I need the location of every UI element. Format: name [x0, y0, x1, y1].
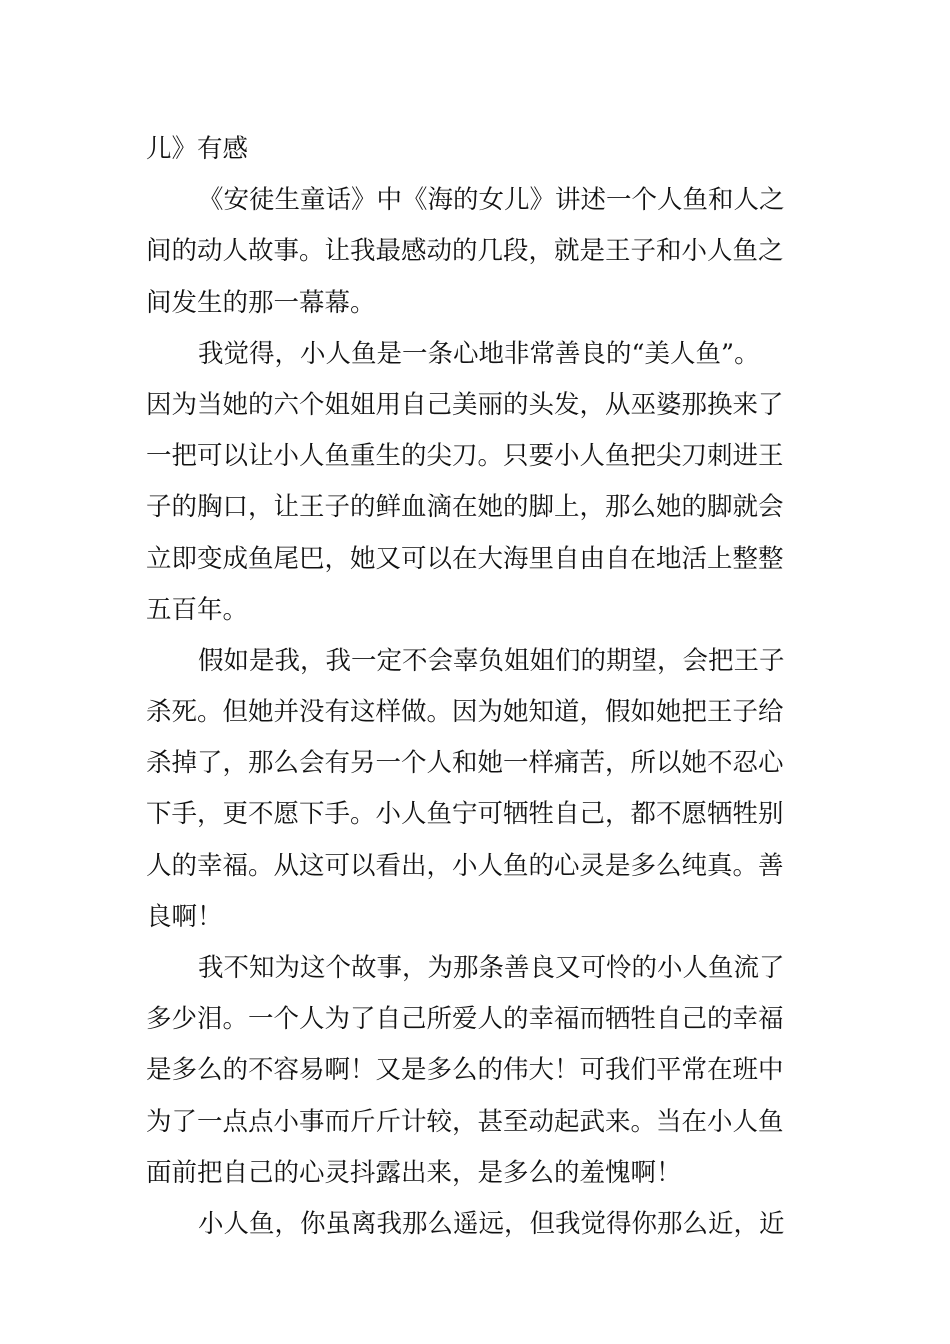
- text-line: 因为当她的六个姐姐用自己美丽的头发，从巫婆那换来了: [146, 389, 784, 420]
- text-line: 为了一点点小事而斤斤计较，甚至动起武来。当在小人鱼: [146, 1106, 784, 1137]
- text-line: 间的动人故事。让我最感动的几段，就是王子和小人鱼之: [146, 236, 784, 267]
- text-line: 面前把自己的心灵抖露出来，是多么的羞愧啊！: [146, 1157, 682, 1188]
- text-line: 立即变成鱼尾巴，她又可以在大海里自由自在地活上整整: [146, 543, 784, 574]
- text-line: 《安徒生童话》中《海的女儿》讲述一个人鱼和人之: [198, 185, 785, 216]
- text-line: 五百年。: [146, 594, 249, 625]
- text-line: 下手，更不愿下手。小人鱼宁可牺牲自己，都不愿牺牲别: [146, 799, 784, 830]
- text-line: 杀掉了，那么会有另一个人和她一样痛苦，所以她不忍心: [146, 748, 784, 779]
- text-line: 间发生的那一幕幕。: [146, 287, 376, 318]
- text-line: 儿》有感: [146, 134, 249, 164]
- text-line: 多少泪。一个人为了自己所爱人的幸福而牺牲自己的幸福: [146, 1004, 784, 1035]
- text-line: 我不知为这个故事，为那条善良又可怜的小人鱼流了: [198, 953, 785, 983]
- text-line: 杀死。但她并没有这样做。因为她知道，假如她把王子给: [146, 697, 784, 728]
- text-line: 小人鱼，你虽离我那么遥远，但我觉得你那么近，近: [198, 1208, 785, 1239]
- text-line: 我觉得，小人鱼是一条心地非常善良的“美人鱼”。: [198, 338, 760, 369]
- text-line: 一把可以让小人鱼重生的尖刀。只要小人鱼把尖刀刺进王: [146, 441, 784, 472]
- text-line: 是多么的不容易啊！又是多么的伟大！可我们平常在班中: [146, 1055, 784, 1086]
- document-body: [146, 124, 808, 1250]
- text-line: 假如是我，我一定不会辜负姐姐们的期望，会把王子: [198, 645, 785, 676]
- text-line: 子的胸口，让王子的鲜血滴在她的脚上，那么她的脚就会: [146, 492, 784, 523]
- text-line: 良啊！: [146, 901, 223, 932]
- text-line: 人的幸福。从这可以看出，小人鱼的心灵是多么纯真。善: [146, 850, 784, 881]
